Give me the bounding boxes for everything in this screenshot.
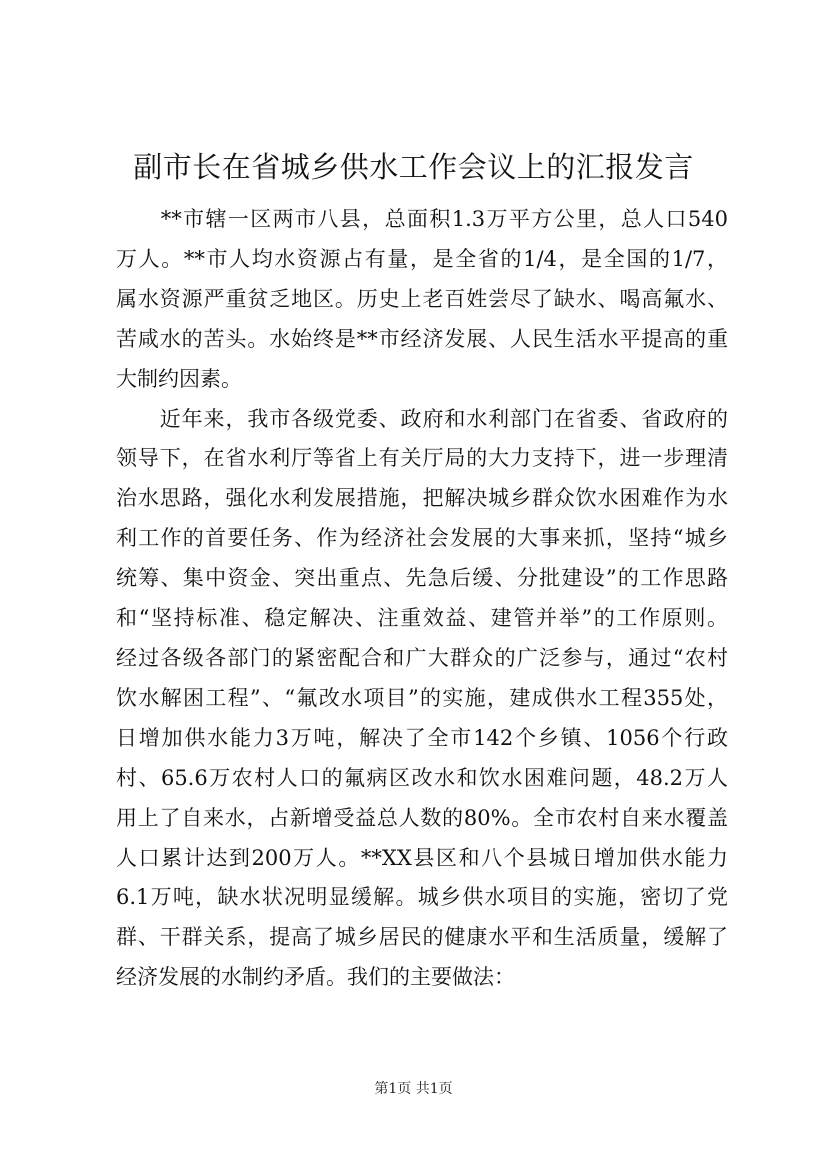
document-title: 副市长在省城乡供水工作会议上的汇报发言 [133,150,694,184]
text-line: 治水思路，强化水利发展措施，把解决城乡群众饮水困难作为水 [116,486,728,511]
text-line: 村、65.6万农村人口的氟病区改水和饮水困难问题，48.2万人 [116,765,728,790]
text-line: 万人。**市人均水资源占有量，是全省的1/4，是全国的1/7， [116,246,728,271]
text-line: **市辖一区两市八县，总面积1.3万平方公里，总人口540 [116,207,728,231]
text-line: 利工作的首要任务、作为经济社会发展的大事来抓，坚持“城乡 [116,526,728,551]
text-line: 和“坚持标准、稳定解决、注重效益、建管并举”的工作原则。 [116,606,728,631]
text-line: 苦咸水的苦头。水始终是**市经济发展、人民生活水平提高的重 [116,326,728,351]
text-line: 群、干群关系，提高了城乡居民的健康水平和生活质量，缓解了 [116,925,728,950]
page-footer: 第1页 共1页 [374,1081,453,1097]
text-line: 经济发展的水制约矛盾。我们的主要做法： [116,965,515,990]
paragraph-2 [116,400,728,999]
text-line: 领导下，在省水利厅等省上有关厅局的大力支持下，进一步理清 [116,446,728,471]
document-body [116,200,728,998]
paragraph-1 [116,200,728,400]
text-line: 大制约因素。 [116,366,242,391]
text-line: 6.1万吨，缺水状况明显缓解。城乡供水项目的实施，密切了党 [116,885,728,910]
text-line: 近年来，我市各级党委、政府和水利部门在省委、省政府的 [116,406,728,431]
text-line: 饮水解困工程”、“氟改水项目”的实施，建成供水工程355处， [116,685,728,710]
text-line: 统筹、集中资金、突出重点、先急后缓、分批建设”的工作思路 [116,566,728,591]
text-line: 用上了自来水，占新增受益总人数的80%。全市农村自来水覆盖 [116,805,728,830]
text-line: 属水资源严重贫乏地区。历史上老百姓尝尽了缺水、喝高氟水、 [116,286,728,311]
text-line: 日增加供水能力3万吨，解决了全市142个乡镇、1056个行政 [116,725,728,750]
text-line: 人口累计达到200万人。**XX县区和八个县城日增加供水能力 [116,845,728,870]
text-line: 经过各级各部门的紧密配合和广大群众的广泛参与，通过“农村 [116,645,728,670]
